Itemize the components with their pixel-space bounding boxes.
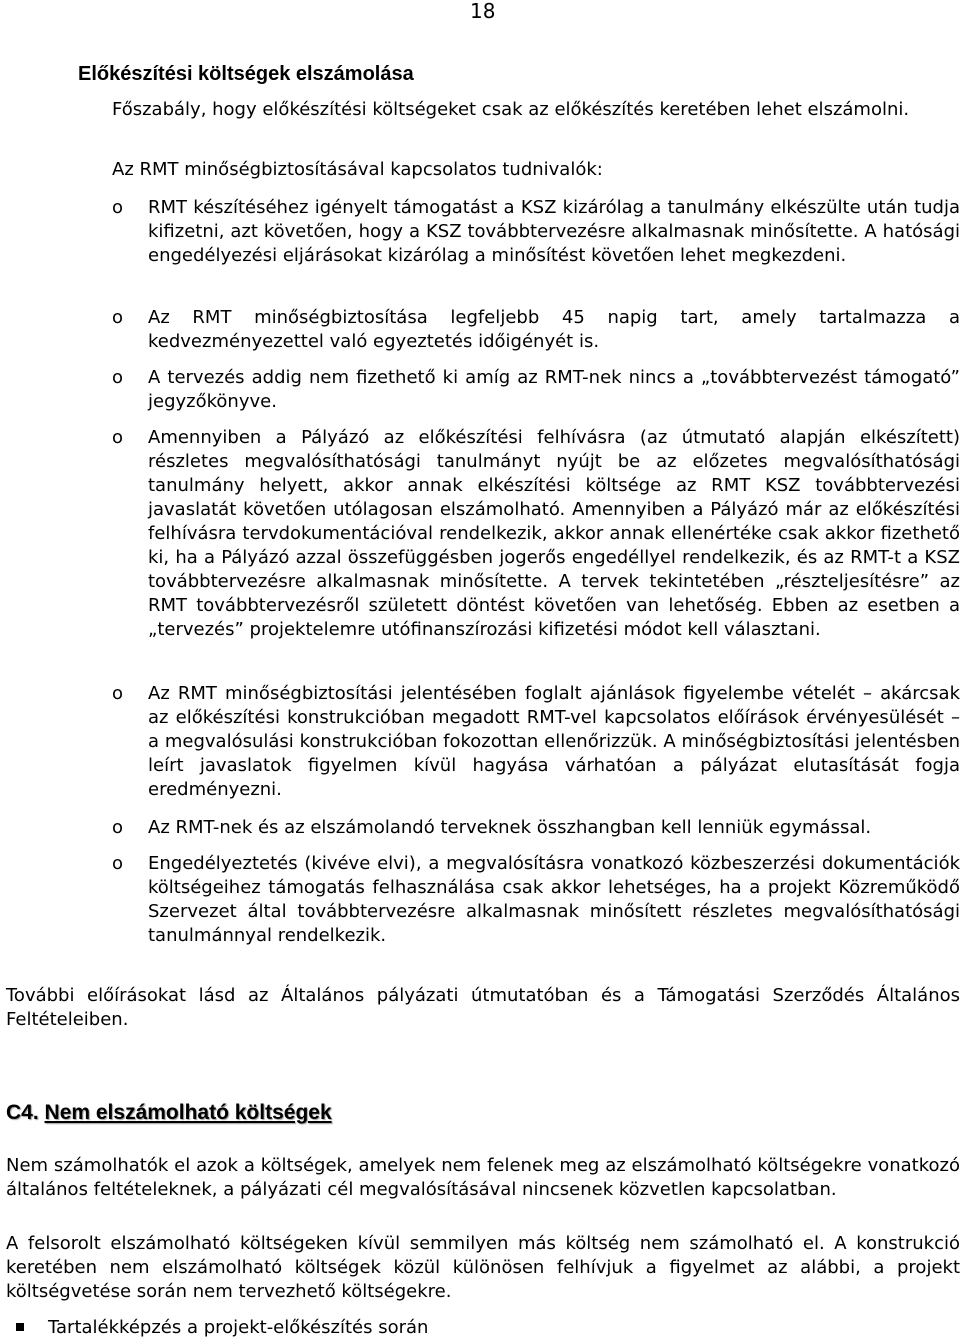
list-item-text: Az RMT-nek és az elszámolandó terveknek összhangban kell lenniük egymással.	[148, 817, 872, 838]
list-item-text: Engedélyeztetés (kivéve elvi), a megvalósításra vonatkozó közbeszerzési dokumentációk költségeihez támogatás felhasználása csak akkor lehetséges, ha a projekt Közreműködő Szervezet által továbbtervezésre alkalmasnak minősített részletes megvalósíthatósági tanulmánnyal rendelkezik.	[148, 853, 960, 946]
intro-paragraph: Főszabály, hogy előkészítési költségeket csak az előkészítés keretében lehet elszámolni.	[112, 99, 910, 120]
bullet-marker: o	[112, 853, 124, 874]
bullet-marker: o	[112, 197, 124, 218]
c4-paragraph-1: Nem számolhatók el azok a költségek, amelyek nem felenek meg az elszámolható költségekre vonatkozó általános feltételeknek, a pályázati cél megvalósításával nincsenek közvetlen kapcsolatban.	[6, 1155, 960, 1200]
list-item-text: Az RMT minőségbiztosítási jelentésében foglalt ajánlások figyelembe vételét – akárcsak az előkészítési konstrukcióban megadott RMT-vel kapcsolatos előírások érvényesülését – a megvalósulási konstrukcióban fokozottan ellenőrizzük. A minőségbiztosítási jelentésben leírt javaslatok figyelmen kívül hagyása várhatóan a pályázat elutasítását fogja eredményezni.	[148, 683, 960, 800]
rmt-heading: Az RMT minőségbiztosításával kapcsolatos tudnivalók:	[112, 159, 603, 180]
section-title: Előkészítési költségek elszámolása	[78, 63, 414, 85]
section-c4-number: C4.	[6, 1101, 39, 1124]
list-item	[6, 1317, 960, 1339]
list-item-text: Tartalékképzés a projekt-előkészítés során	[48, 1317, 429, 1338]
bullet-marker: o	[112, 307, 124, 328]
section-c4-heading	[6, 1100, 332, 1126]
bullet-marker: o	[112, 817, 124, 838]
list-item-text: A tervezés addig nem fizethető ki amíg az RMT-nek nincs a „továbbtervezést támogató” jegyzőkönyve.	[148, 367, 960, 412]
list-item-text: RMT készítéséhez igényelt támogatást a KSZ kizárólag a tanulmány elkészülte után tudja kifizetni, azt követően, hogy a KSZ továbbtervezésre alkalmasnak minősítette. A hatósági engedélyezési eljárásokat kizárólag a minősítést követően lehet megkezdeni.	[148, 197, 960, 266]
list-item-text: Amennyiben a Pályázó az előkészítési felhívásra (az útmutató alapján elkészített) részletes megvalósíthatósági tanulmányt nyújt be az előzetes megvalósíthatósági tanulmány helyett, akkor annak elkészítési költsége az RMT KSZ továbbtervezési javaslatát követően utólagosan elszámolható. Amennyiben a Pályázó már az előkészítési felhívásra tervdokumentációval rendelkezik, akkor annak ellenértéke csak akkor fizethető ki, ha a Pályázó azzal összefüggésben jogerős engedéllyel rendelkezik, és az RMT-t a KSZ továbbtervezésre alkalmasnak minősítette. A tervek tekintetében „részteljesítésre” az RMT továbbtervezésről született döntést követően van lehetőség. Ebben az esetben a „tervezés” projektelemre utófinanszírozási kifizetési módot kell választani.	[148, 427, 960, 640]
bullet-marker: o	[112, 427, 124, 448]
page-number: 18	[470, 0, 496, 23]
square-bullet-icon	[16, 1323, 24, 1331]
c4-paragraph-2: A felsorolt elszámolható költségeken kívül semmilyen más költség nem számolható el. A konstrukció keretében nem elszámolható költségek közül különösen felhívjuk a figyelmet az alábbi, a projekt költségvetése során nem tervezhető költségekre.	[6, 1233, 960, 1302]
bullet-marker: o	[112, 683, 124, 704]
section-c4-title: Nem elszámolható költségek	[44, 1101, 332, 1124]
further-rules-paragraph: További előírásokat lásd az Általános pályázati útmutatóban és a Támogatási Szerződés Általános Feltételeiben.	[6, 985, 960, 1030]
bullet-marker: o	[112, 367, 124, 388]
list-item-text: Az RMT minőségbiztosítása legfeljebb 45 napig tart, amely tartalmazza a kedvezményezettel való egyeztetés időigényét is.	[148, 307, 960, 352]
